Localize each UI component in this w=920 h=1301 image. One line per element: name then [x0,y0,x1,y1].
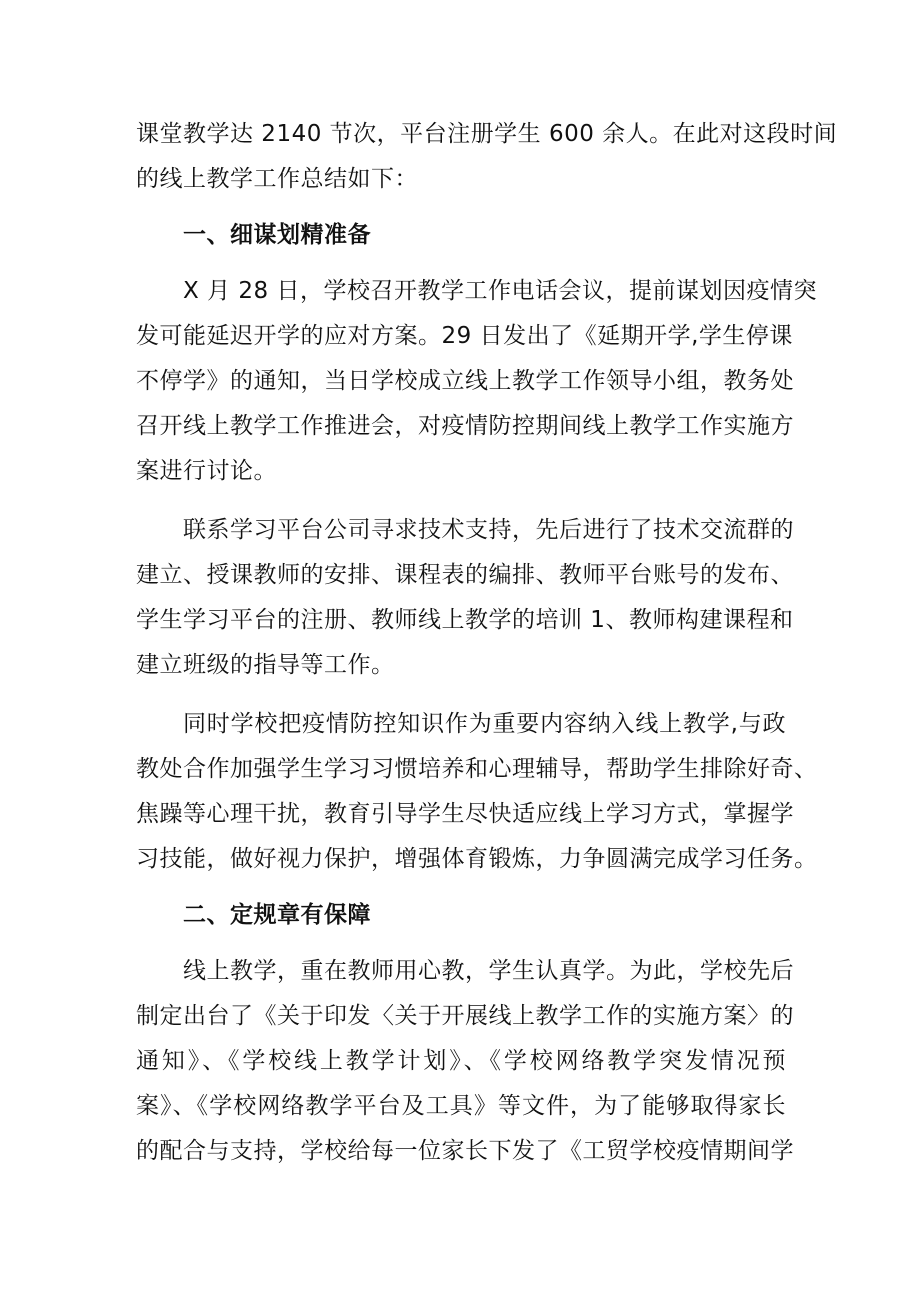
section2-paragraph-1 [136,949,794,1174]
paragraph-line: 不停学》的通知，当日学校成立线上教学工作领导小组，教务处 [136,368,794,394]
paragraph-line: 习技能，做好视力保护，增强体育锻炼，力争圆满完成学习任务。 [136,846,818,872]
section-heading-1: 一、细谋划精准备 [183,222,371,248]
paragraph-line: 的配合与支持，学校给每一位家长下发了《工贸学校疫情期间学 [136,1138,794,1164]
paragraph-line: 的线上教学工作总结如下： [136,166,418,192]
paragraph-line: 发可能延迟开学的应对方案。29 日发出了《延期开学,学生停课 [136,323,793,349]
paragraph-line: 召开线上教学工作推进会，对疫情防控期间线上教学工作实施方 [136,413,794,439]
intro-paragraph [136,112,838,202]
paragraph-line: 学生学习平台的注册、教师线上教学的培训 1、教师构建课程和 [136,607,794,633]
paragraph-line: 建立、授课教师的安排、课程表的编排、教师平台账号的发布、 [136,562,794,588]
paragraph-line: 案进行讨论。 [136,458,277,484]
section-heading-2: 二、定规章有保障 [183,902,371,928]
paragraph-line: 联系学习平台公司寻求技术支持，先后进行了技术交流群的 [183,517,794,543]
paragraph-line: 同时学校把疫情防控知识作为重要内容纳入线上教学,与政 [183,711,786,737]
document-body [136,112,838,1174]
section1-paragraph-2 [136,508,794,688]
paragraph-line: 建立班级的指导等工作。 [136,652,395,678]
paragraph-line: 教处合作加强学生学习习惯培养和心理辅导，帮助学生排除好奇、 [136,756,818,782]
paragraph-line: 制定出台了《关于印发〈关于开展线上教学工作的实施方案〉的 [136,1003,794,1029]
paragraph-line: 课堂教学达 2140 节次，平台注册学生 600 余人。在此对这段时间 [136,121,838,147]
paragraph-line: 线上教学，重在教师用心教，学生认真学。为此，学校先后 [183,958,794,984]
section1-paragraph-3 [136,702,818,882]
paragraph-line: 焦躁等心理干扰，教育引导学生尽快适应线上学习方式，掌握学 [136,801,794,827]
paragraph-line: 通知》、《学校线上教学计划》、《学校网络教学突发情况预 [136,1048,786,1074]
section1-paragraph-1 [136,269,817,494]
paragraph-line: 案》、《学校网络教学平台及工具》等文件，为了能够取得家长 [136,1093,786,1119]
paragraph-line: X 月 28 日，学校召开教学工作电话会议，提前谋划因疫情突 [183,278,817,304]
